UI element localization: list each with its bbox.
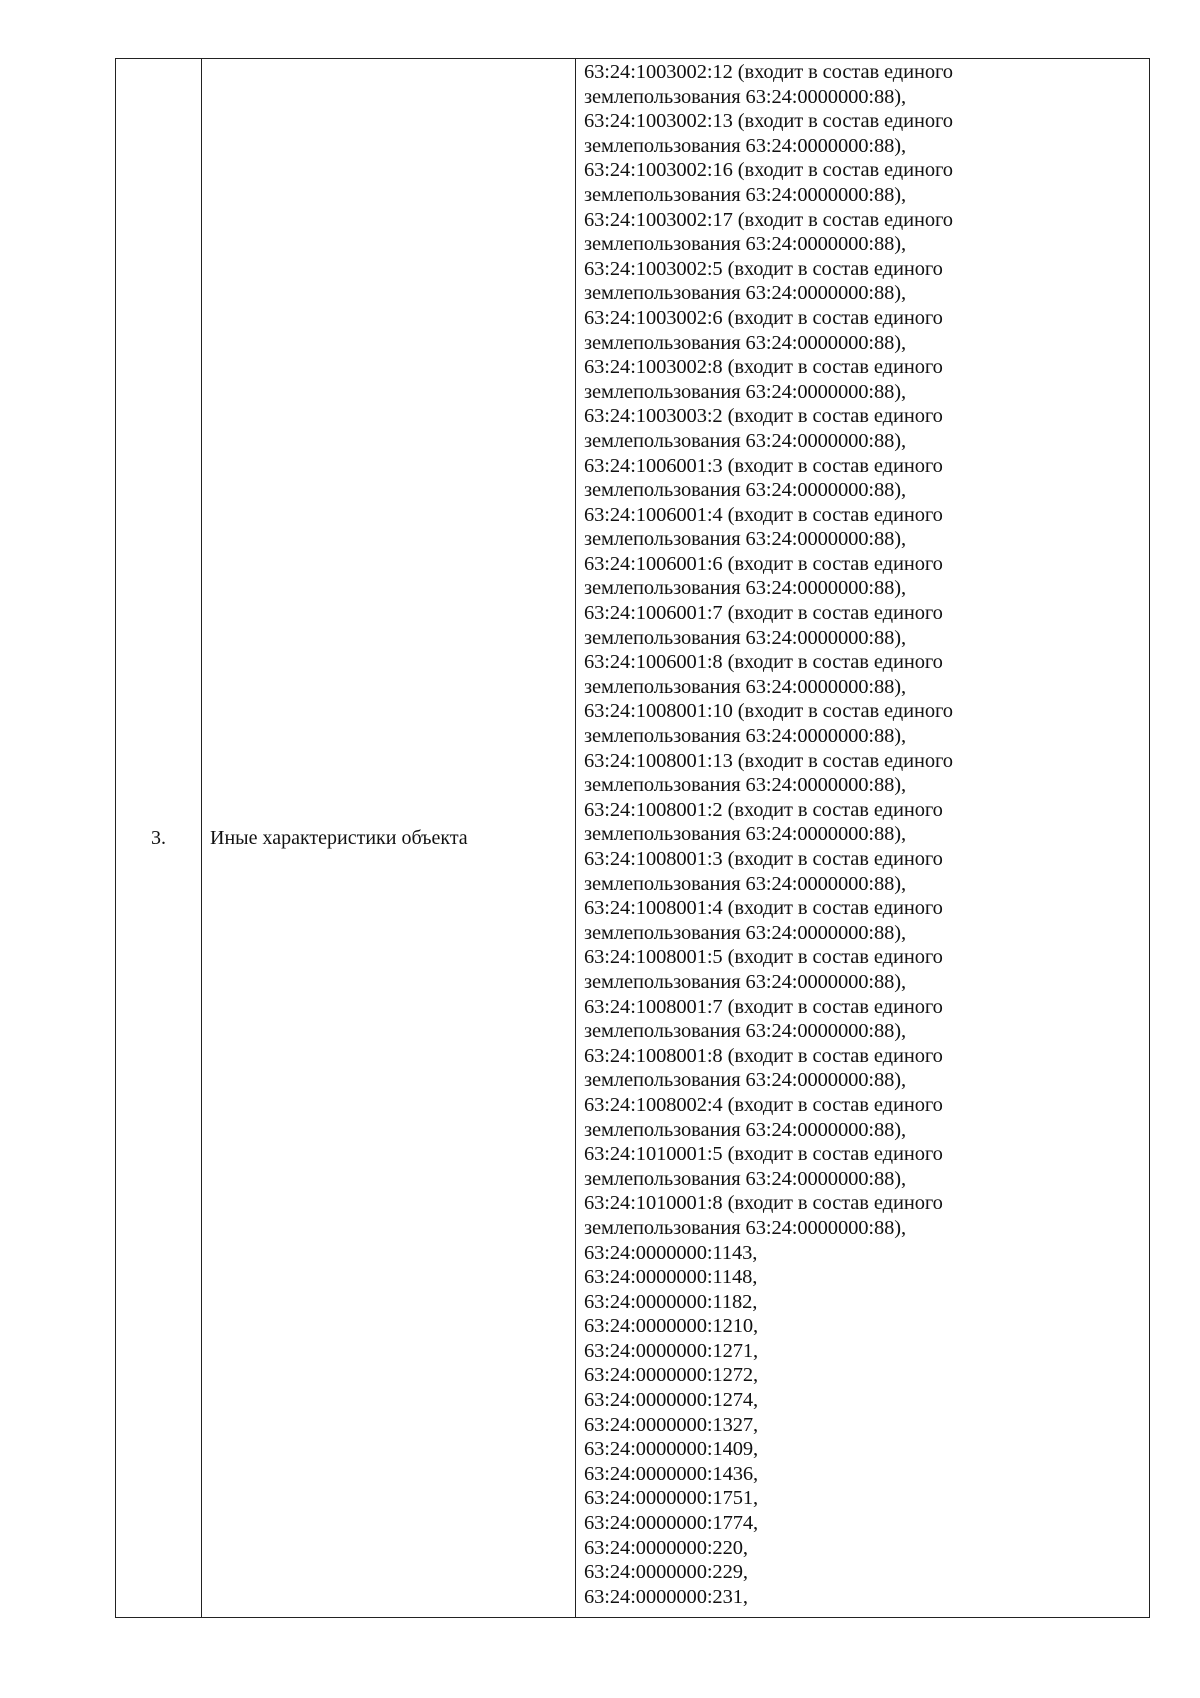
cadastral-line: 63:24:0000000:1774,	[584, 1512, 759, 1535]
cadastral-line: 63:24:1008001:4 (входит в состав единого	[584, 897, 943, 920]
cadastral-line: землепользования 63:24:0000000:88),	[584, 1020, 907, 1043]
cadastral-line: 63:24:1006001:4 (входит в состав единого	[584, 503, 943, 526]
cadastral-line: 63:24:1008001:13 (входит в состав единого	[584, 749, 953, 772]
cadastral-line: землепользования 63:24:0000000:88),	[584, 479, 907, 502]
cadastral-line: 63:24:1003002:16 (входит в состав единого	[584, 159, 953, 182]
cadastral-line: 63:24:0000000:231,	[584, 1585, 748, 1608]
cadastral-line: землепользования 63:24:0000000:88),	[584, 282, 907, 305]
cadastral-line: землепользования 63:24:0000000:88),	[584, 1118, 907, 1141]
cadastral-line: землепользования 63:24:0000000:88),	[584, 675, 907, 698]
cadastral-line: 63:24:0000000:1210,	[584, 1315, 759, 1338]
cadastral-line: землепользования 63:24:0000000:88),	[584, 528, 907, 551]
cadastral-line: землепользования 63:24:0000000:88),	[584, 183, 907, 206]
cadastral-line: 63:24:1003002:13 (входит в состав единого	[584, 110, 953, 133]
cadastral-line: 63:24:1003002:12 (входит в состав единого	[584, 61, 953, 83]
cadastral-line: 63:24:1008001:2 (входит в состав единого	[584, 798, 943, 821]
cadastral-line: 63:24:0000000:1327,	[584, 1413, 759, 1436]
cadastral-line: 63:24:0000000:1272,	[584, 1364, 759, 1387]
cadastral-line: 63:24:0000000:1274,	[584, 1389, 759, 1412]
cadastral-line: 63:24:1008001:10 (входит в состав единого	[584, 700, 953, 723]
cadastral-line: землепользования 63:24:0000000:88),	[584, 1069, 907, 1092]
cadastral-line: 63:24:0000000:1182,	[584, 1290, 758, 1313]
cadastral-line: землепользования 63:24:0000000:88),	[584, 380, 907, 403]
cadastral-line: 63:24:1006001:8 (входит в состав единого	[584, 651, 943, 674]
cadastral-line: землепользования 63:24:0000000:88),	[584, 134, 907, 157]
cadastral-line: 63:24:0000000:1436,	[584, 1462, 759, 1485]
cadastral-line: 63:24:0000000:1409,	[584, 1438, 759, 1461]
cadastral-line: 63:24:1003002:8 (входит в состав единого	[584, 356, 943, 379]
cadastral-line: 63:24:0000000:1143,	[584, 1241, 758, 1264]
cadastral-line: 63:24:1008001:7 (входит в состав единого	[584, 995, 943, 1018]
cadastral-line: 63:24:1003003:2 (входит в состав единого	[584, 405, 943, 428]
cadastral-line: 63:24:1010001:8 (входит в состав единого	[584, 1192, 943, 1215]
cadastral-line: землепользования 63:24:0000000:88),	[584, 331, 907, 354]
cadastral-line: 63:24:1010001:5 (входит в состав единого	[584, 1143, 943, 1166]
cadastral-line: 63:24:0000000:1271,	[584, 1339, 759, 1362]
cadastral-line: 63:24:1008001:3 (входит в состав единого	[584, 848, 943, 870]
cadastral-line: 63:24:1003002:6 (входит в состав единого	[584, 306, 943, 329]
table-row	[116, 59, 1150, 1618]
row-label: Иные характеристики объекта	[202, 59, 576, 1618]
cadastral-line: 63:24:1008001:5 (входит в состав единого	[584, 946, 943, 969]
cadastral-line: землепользования 63:24:0000000:88),	[584, 233, 907, 256]
row-value	[576, 59, 1150, 1618]
cadastral-line: 63:24:1003002:5 (входит в состав единого	[584, 257, 943, 280]
cadastral-line: землепользования 63:24:0000000:88),	[584, 921, 907, 944]
cadastral-line: 63:24:1006001:6 (входит в состав единого	[584, 552, 943, 575]
cadastral-line: 63:24:0000000:1148,	[584, 1266, 758, 1289]
cadastral-line: землепользования 63:24:0000000:88),	[584, 970, 907, 993]
cadastral-line: 63:24:0000000:229,	[584, 1561, 748, 1584]
characteristics-table	[115, 58, 1150, 1618]
cadastral-line: землепользования 63:24:0000000:88),	[584, 429, 907, 452]
cadastral-line: землепользования 63:24:0000000:88),	[584, 872, 907, 895]
cadastral-line: землепользования 63:24:0000000:88),	[584, 725, 907, 748]
cadastral-line: 63:24:1008002:4 (входит в состав единого	[584, 1093, 943, 1116]
cadastral-line: землепользования 63:24:0000000:88),	[584, 823, 907, 846]
cadastral-line: землепользования 63:24:0000000:88),	[584, 85, 907, 108]
cadastral-number-list	[584, 59, 1149, 1609]
cadastral-line: 63:24:1006001:7 (входит в состав единого	[584, 602, 943, 625]
cadastral-line: 63:24:1006001:3 (входит в состав единого	[584, 454, 943, 477]
cadastral-line: 63:24:0000000:1751,	[584, 1487, 759, 1510]
cadastral-line: землепользования 63:24:0000000:88),	[584, 1216, 907, 1239]
cadastral-line: землепользования 63:24:0000000:88),	[584, 1167, 907, 1190]
cadastral-line: землепользования 63:24:0000000:88),	[584, 626, 907, 649]
cadastral-line: 63:24:1008001:8 (входит в состав единого	[584, 1044, 943, 1067]
cadastral-line: 63:24:0000000:220,	[584, 1536, 748, 1559]
cadastral-line: землепользования 63:24:0000000:88),	[584, 577, 907, 600]
cadastral-line: землепользования 63:24:0000000:88),	[584, 774, 907, 797]
cadastral-line: 63:24:1003002:17 (входит в состав единого	[584, 208, 953, 231]
row-number: 3.	[116, 59, 202, 1618]
